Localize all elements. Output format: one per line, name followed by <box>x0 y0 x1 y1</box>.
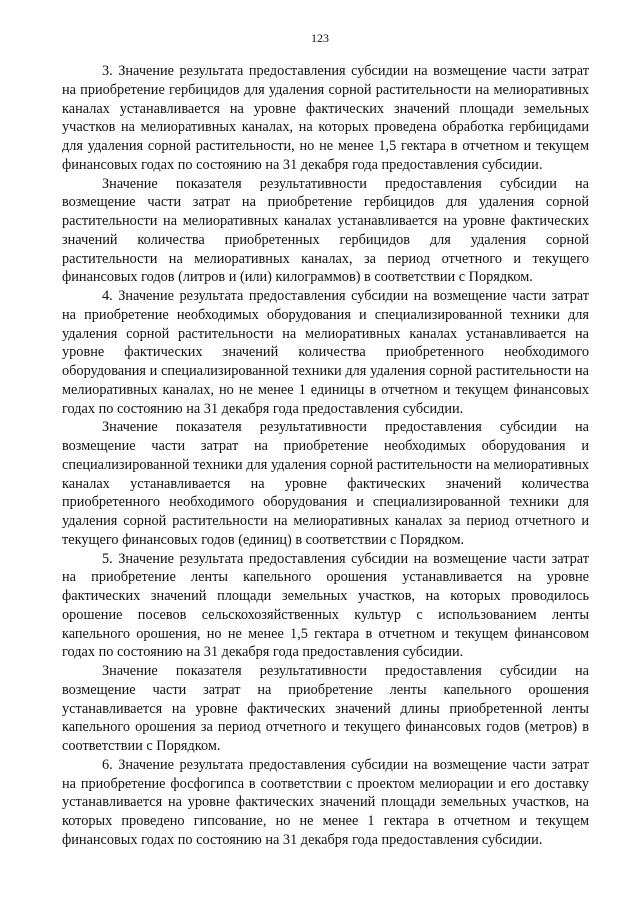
page-number: 123 <box>311 31 329 45</box>
paragraph-item-6-result: 6. Значение результата предоставления субсидии на возмещение части затрат на приобретение фосфогипса в соответствии с проектом мелиорации и его доставку устанавливается на уровне фактических значений площади земельных участков, на которых проведено гипсование, но не менее 1 гектара в отчетном и текущем финансовых годах по состоянию на 31 декабря года предоставления субсидии. <box>62 756 589 848</box>
paragraph-item-5-indicator: Значение показателя результативности предоставления субсидии на возмещение части затрат на приобретение ленты капельного орошения устанавливается на уровне фактических значений длины приобретенной ленты капельного орошения за период отчетного и текущего финансовых годов (метров) в соответствии с Порядком. <box>62 663 589 754</box>
paragraph-item-5-result: 5. Значение результата предоставления субсидии на возмещение части затрат на приобретение ленты капельного орошения устанавливается на уровне фактических значений площади земельных участков, на которых проводилось орошение посевов сельскохозяйственных культур с использованием ленты капельного орошения, но не менее 1,5 гектара в отчетном и текущем финансовом годах по состоянию на 31 декабря года предоставления субсидии. <box>62 550 589 661</box>
paragraph-item-4-indicator: Значение показателя результативности предоставления субсидии на возмещение части затрат на приобретение необходимых оборудования и специализированной техники для удаления сорной растительности на мелиоративных каналах устанавливается на уровне фактических значений количества приобретенного необходимого оборудования и специализированной техники для удаления сорной растительности на мелиоративных каналах за период отчетного и текущего финансовых годов (единиц) в соответствии с Порядком. <box>62 419 589 548</box>
paragraph-item-3-result: 3. Значение результата предоставления субсидии на возмещение части затрат на приобретение гербицидов для удаления сорной растительности на мелиоративных каналах устанавливается на уровне фактических значений площади земельных участков на мелиоративных каналах, на которых проведена обработка гербицидами для удаления сорной растительности, но не менее 1,5 гектара в отчетном и текущем финансовых годах по состоянию на 31 декабря года предоставления субсидии. <box>62 63 589 173</box>
document-body <box>62 62 589 850</box>
paragraph-item-4-result: 4. Значение результата предоставления субсидии на возмещение части затрат на приобретение необходимых оборудования и специализированной техники для удаления сорной растительности на мелиоративных каналах устанавливается на уровне фактических значений количества приобретенного необходимого оборудования и специализированной техники для удаления сорной растительности на мелиоративных каналах, но не менее 1 единицы в отчетном и текущем финансовых годах по состоянию на 31 декабря года предоставления субсидии. <box>62 288 589 417</box>
paragraph-item-3-indicator: Значение показателя результативности предоставления субсидии на возмещение части затрат на приобретение гербицидов для удаления сорной растительности на мелиоративных каналах устанавливается на уровне фактических значений количества приобретенных гербицидов для удаления сорной растительности на мелиоративных каналах, за период отчетного и текущего финансовых годов (литров и (или) килограммов) в соответствии с Порядком. <box>62 175 589 286</box>
